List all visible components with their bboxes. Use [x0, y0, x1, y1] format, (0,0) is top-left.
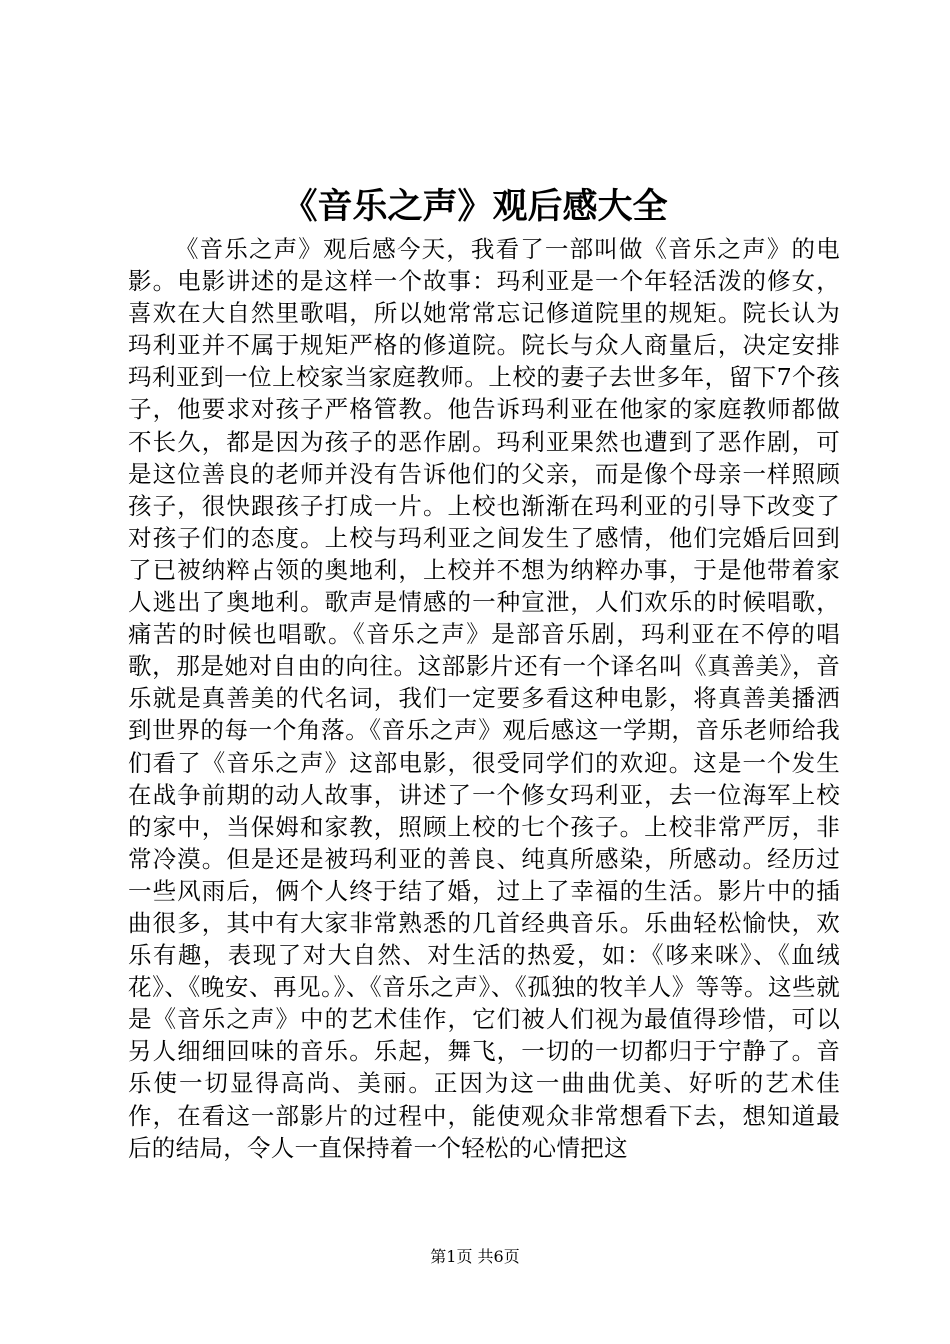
document-body-paragraph: 《音乐之声》观后感今天，我看了一部叫做《音乐之声》的电影。电影讲述的是这样一个故事：玛利亚是一个年轻活泼的修女，喜欢在大自然里歌唱，所以她常常忘记修道院里的规矩。院长认为玛利亚并不属于规矩严格的修道院。院长与众人商量后，决定安排玛利亚到一位上校家当家庭教师。上校的妻子去世多年，留下7个孩子，他要求对孩子严格管教。他告诉玛利亚在他家的家庭教师都做不长久，都是因为孩子的恶作剧。玛利亚果然也遭到了恶作剧，可是这位善良的老师并没有告诉他们的父亲，而是像个母亲一样照顾孩子，很快跟孩子打成一片。上校也渐渐在玛利亚的引导下改变了对孩子们的态度。上校与玛利亚之间发生了感情，他们完婚后回到了已被纳粹占领的奥地利，上校并不想为纳粹办事，于是他带着家人逃出了奥地利。歌声是情感的一种宣泄，人们欢乐的时候唱歌，痛苦的时候也唱歌。《音乐之声》是部音乐剧，玛利亚在不停的唱歌，那是她对自由的向往。这部影片还有一个译名叫《真善美》，音乐就是真善美的代名词，我们一定要多看这种电影，将真善美播洒到世界的每一个角落。《音乐之声》观后感这一学期，音乐老师给我们看了《音乐之声》这部电影，很受同学们的欢迎。这是一个发生在战争前期的动人故事，讲述了一个修女玛利亚，去一位海军上校的家中，当保姆和家教，照顾上校的七个孩子。上校非常严厉，非常冷漠。但是还是被玛利亚的善良、纯真所感染，所感动。经历过一些风雨后，俩个人终于结了婚，过上了幸福的生活。影片中的插曲很多，其中有大家非常熟悉的几首经典音乐。乐曲轻松愉快，欢乐有趣，表现了对大自然、对生活的热爱，如：《哆来咪》、《血绒花》、《晚安、再见。》、《音乐之声》、《孤独的牧羊人》等等。这些就是《音乐之声》中的艺术佳作，它们被人们视为最值得珍惜，可以另人细细回味的音乐。乐起，舞飞，一切的一切都归于宁静了。音乐使一切显得高尚、美丽。正因为这一曲曲优美、好听的艺术佳作，在看这一部影片的过程中，能使观众非常想看下去，想知道最后的结局，令人一直保持着一个轻松的心情把这 [128, 235, 840, 1162]
document-title: 《音乐之声》观后感大全 [282, 186, 668, 227]
page-number-footer: 第1页 共6页 [430, 1247, 520, 1266]
